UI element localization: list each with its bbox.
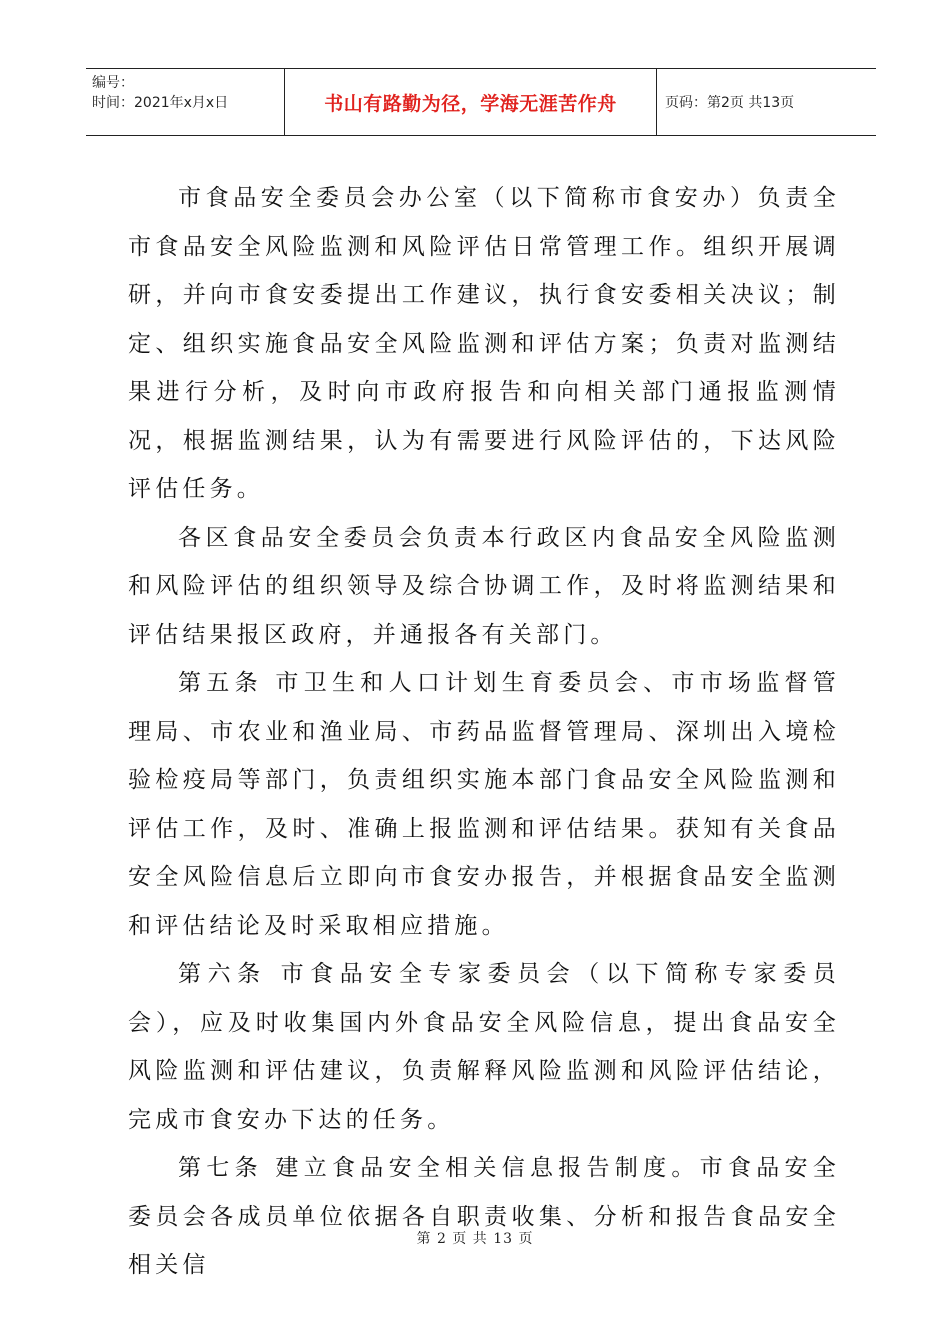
paragraph-1: 市食品安全委员会办公室（以下简称市食安办）负责全市食品安全风险监测和风险评估日常管理工作。组织开展调研，并向市食安委提出工作建议，执行食安委相关决议；制定、组织实施食品安全风险监测和评估方案；负责对监测结果进行分析，及时向市政府报告和向相关部门通报监测情况，根据监测结果，认为有需要进行风险评估的，下达风险评估任务。: [128, 185, 840, 502]
paragraph-article-6: 第六条 市食品安全专家委员会（以下简称专家委员会），应及时收集国内外食品安全风险信息，提出食品安全风险监测和评估建议，负责解释风险监测和风险评估结论，完成市食安办下达的任务。: [128, 961, 840, 1133]
header-meta-cell: [86, 69, 285, 135]
page-footer: 第 2 页 共 13 页: [416, 1231, 534, 1247]
document-header: [86, 68, 876, 136]
paragraph-2: 各区食品安全委员会负责本行政区内食品安全风险监测和风险评估的组织领导及综合协调工作，及时将监测结果和评估结果报区政府，并通报各有关部门。: [128, 524, 840, 648]
paragraph-article-7: 第七条 建立食品安全相关信息报告制度。市食品安全委员会各成员单位依据各自职责收集、分析和报告食品安全相关信: [128, 1155, 840, 1278]
document-number-label: 编号：: [92, 75, 134, 91]
header-motto: 书山有路勤为径，学海无涯苦作舟: [285, 69, 657, 135]
document-time-label: 时间：2021年x月x日: [92, 95, 229, 111]
header-page-code: 页码：第2页 共13页: [665, 95, 795, 111]
paragraph-article-5: 第五条 市卫生和人口计划生育委员会、市市场监督管理局、市农业和渔业局、市药品监督管理局、深圳出入境检验检疫局等部门，负责组织实施本部门食品安全风险监测和评估工作，及时、准确上报监测和评估结果。获知有关食品安全风险信息后立即向市食安办报告，并根据食品安全监测和评估结论及时采取相应措施。: [128, 670, 840, 939]
document-body: [128, 174, 840, 1290]
